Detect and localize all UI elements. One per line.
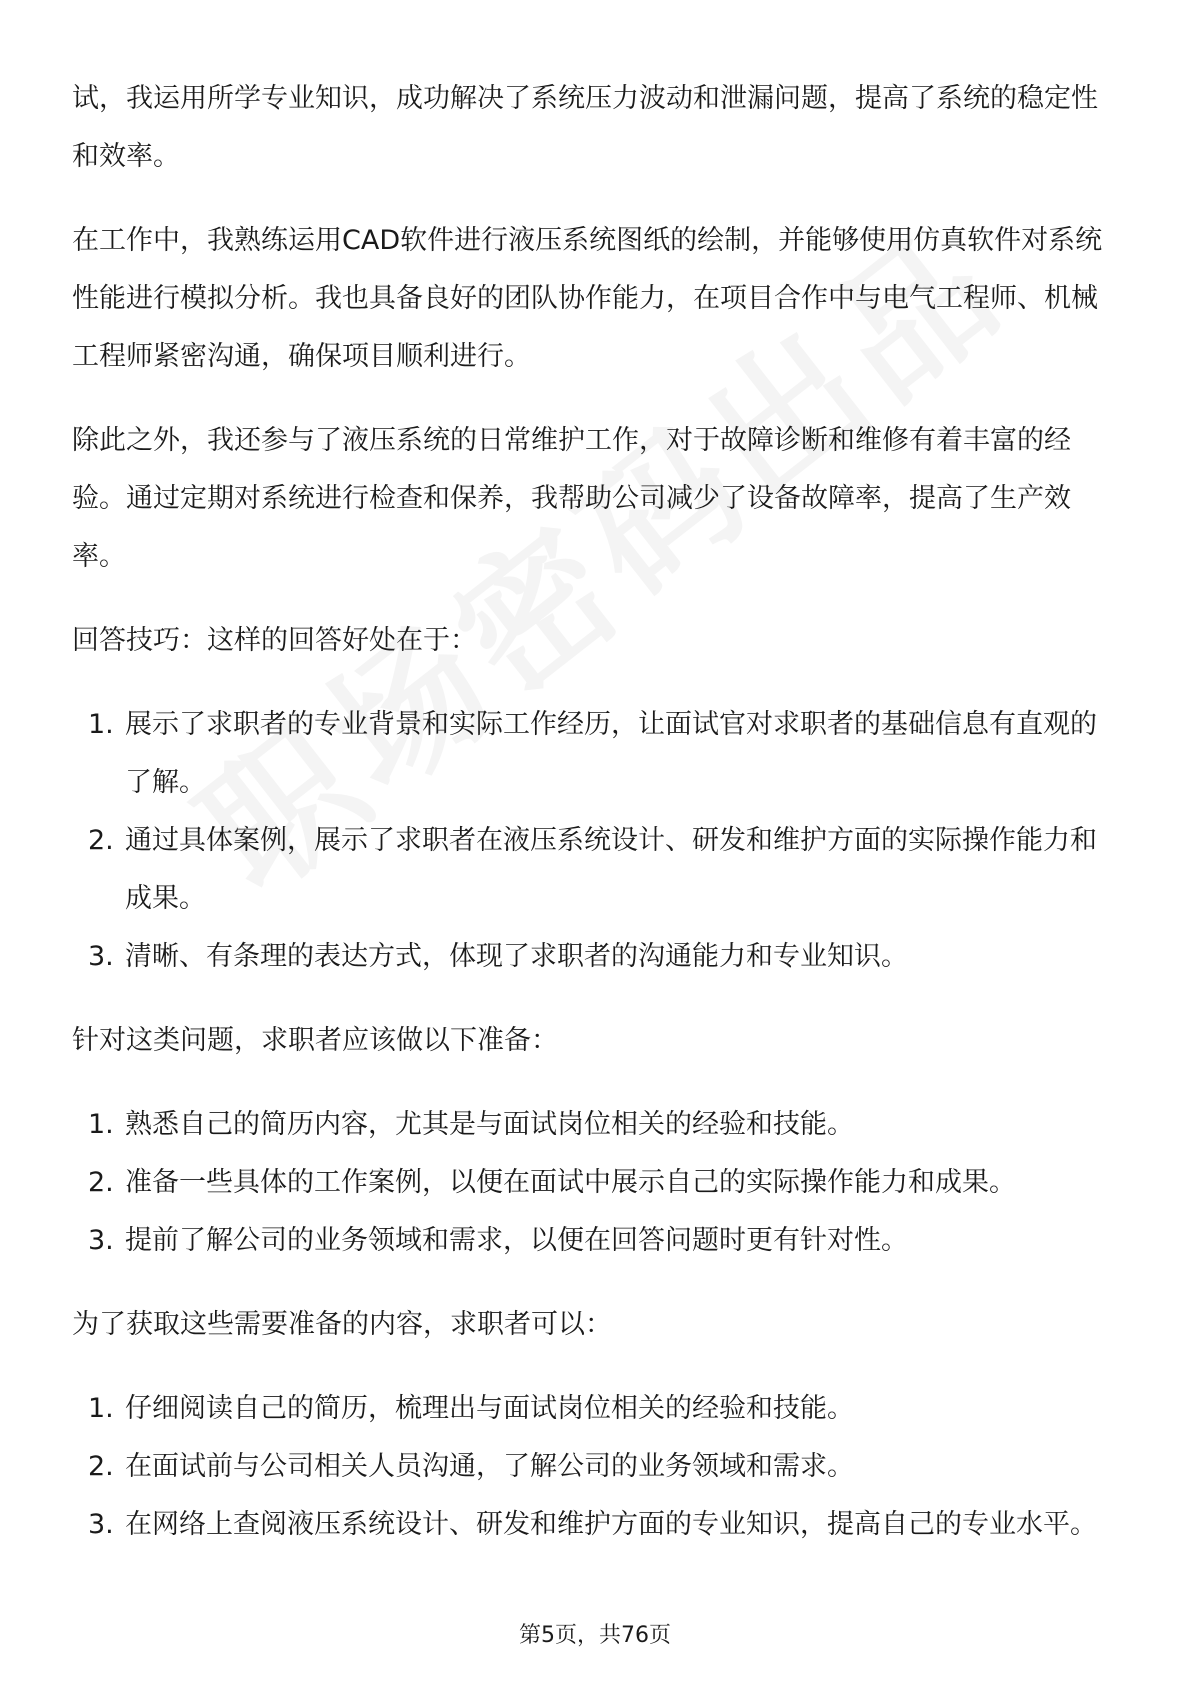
paragraph: 在工作中，我熟练运用CAD软件进行液压系统图纸的绘制，并能够使用仿真软件对系统性能进行模拟分析。我也具备良好的团队协作能力，在项目合作中与电气工程师、机械工程师紧密沟通，确保项目顺利进行。 bbox=[72, 225, 1103, 372]
paragraph: 除此之外，我还参与了液压系统的日常维护工作，对于故障诊断和维修有着丰富的经验。通过定期对系统进行检查和保养，我帮助公司减少了设备故障率，提高了生产效率。 bbox=[72, 425, 1071, 572]
list-number: 2. bbox=[88, 1167, 114, 1198]
list-item-text: 在网络上查阅液压系统设计、研发和维护方面的专业知识，提高自己的专业水平。 bbox=[125, 1509, 1097, 1540]
document-body bbox=[72, 70, 1122, 1580]
list-item bbox=[72, 1438, 1122, 1496]
list-item-text: 准备一些具体的工作案例，以便在面试中展示自己的实际操作能力和成果。 bbox=[125, 1167, 1016, 1198]
list-item bbox=[72, 1212, 1122, 1270]
list-item-text: 在面试前与公司相关人员沟通，了解公司的业务领域和需求。 bbox=[125, 1451, 854, 1482]
list-number: 2. bbox=[88, 825, 114, 856]
list-item bbox=[72, 1096, 1122, 1154]
list-item bbox=[72, 1154, 1122, 1212]
paragraph: 试，我运用所学专业知识，成功解决了系统压力波动和泄漏问题，提高了系统的稳定性和效率。 bbox=[72, 83, 1098, 172]
list-number: 1. bbox=[88, 1109, 114, 1140]
list-number: 2. bbox=[88, 1451, 114, 1482]
list-item-text: 提前了解公司的业务领域和需求，以便在回答问题时更有针对性。 bbox=[125, 1225, 908, 1256]
list-number: 1. bbox=[88, 1393, 114, 1424]
list-item-text: 熟悉自己的简历内容，尤其是与面试岗位相关的经验和技能。 bbox=[125, 1109, 854, 1140]
list-item bbox=[72, 1380, 1122, 1438]
acquisition-list bbox=[72, 1380, 1122, 1554]
list-item bbox=[72, 928, 1122, 986]
section-heading: 针对这类问题，求职者应该做以下准备： bbox=[72, 1025, 558, 1056]
list-number: 3. bbox=[88, 941, 114, 972]
section-heading: 为了获取这些需要准备的内容，求职者可以： bbox=[72, 1309, 612, 1340]
list-item-text: 清晰、有条理的表达方式，体现了求职者的沟通能力和专业知识。 bbox=[125, 941, 908, 972]
list-number: 3. bbox=[88, 1509, 114, 1540]
page-number: 第5页，共76页 bbox=[519, 1623, 671, 1648]
section-heading: 回答技巧：这样的回答好处在于： bbox=[72, 625, 477, 656]
list-item bbox=[72, 812, 1122, 928]
preparation-list bbox=[72, 1096, 1122, 1270]
list-item-text: 展示了求职者的专业背景和实际工作经历，让面试官对求职者的基础信息有直观的了解。 bbox=[125, 709, 1097, 798]
answer-tips-list bbox=[72, 696, 1122, 986]
list-number: 1. bbox=[88, 709, 114, 740]
list-item-text: 通过具体案例，展示了求职者在液压系统设计、研发和维护方面的实际操作能力和成果。 bbox=[125, 825, 1097, 914]
list-item bbox=[72, 1496, 1122, 1554]
list-item-text: 仔细阅读自己的简历，梳理出与面试岗位相关的经验和技能。 bbox=[125, 1393, 854, 1424]
list-number: 3. bbox=[88, 1225, 114, 1256]
list-item bbox=[72, 696, 1122, 812]
